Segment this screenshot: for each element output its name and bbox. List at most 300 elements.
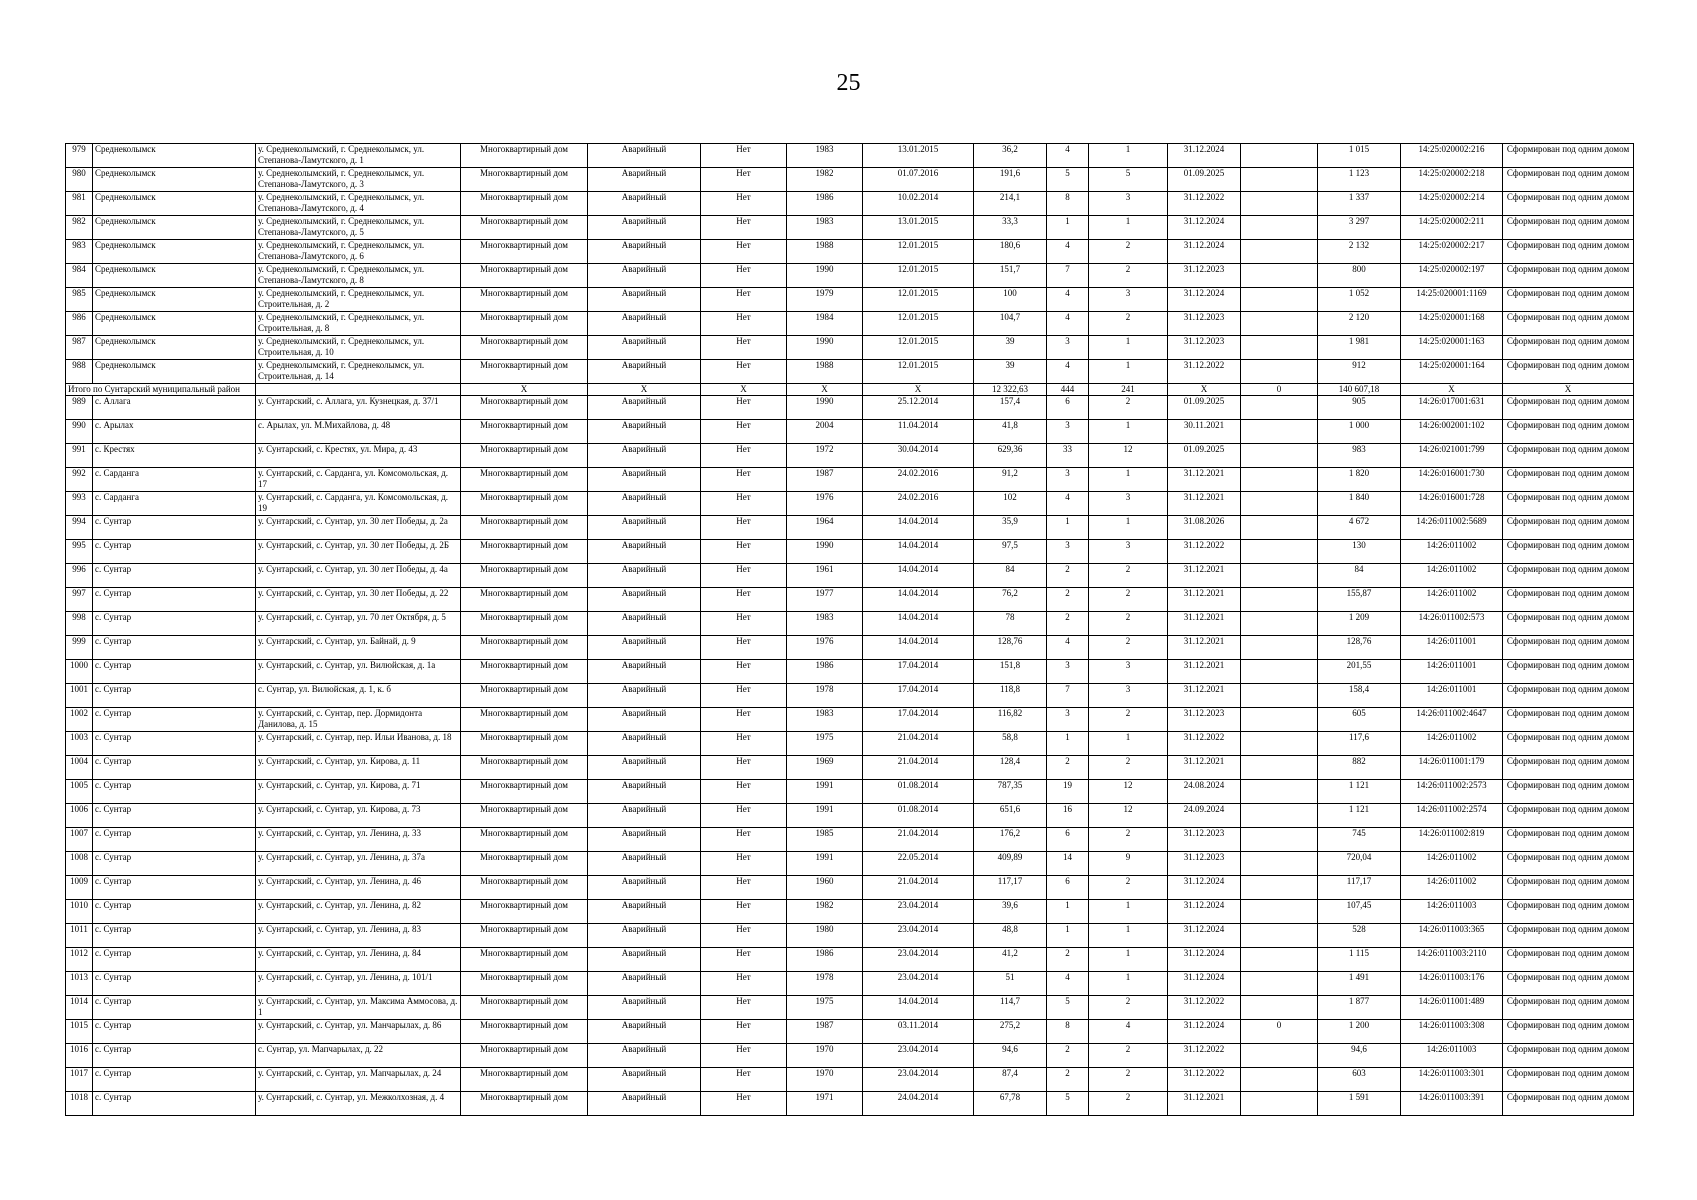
cell-apartments: 2 bbox=[1089, 312, 1168, 336]
cell-apartments: 2 bbox=[1089, 1092, 1168, 1116]
cell-residents: 1 bbox=[1047, 216, 1089, 240]
cell-status-flag: Нет bbox=[701, 972, 787, 996]
cell-extra-value bbox=[1241, 192, 1318, 216]
cell-residents: 2 bbox=[1047, 588, 1089, 612]
cell-residents: 3 bbox=[1047, 540, 1089, 564]
cell-recognition-date: 03.11.2014 bbox=[863, 1020, 974, 1044]
cell-row-number: 1004 bbox=[66, 756, 93, 780]
cell-building-type: Многоквартирный дом bbox=[461, 756, 588, 780]
cell-cadastral-number: 14:26:011003 bbox=[1401, 1044, 1503, 1068]
cell-address: у. Сунтарский, с. Сунтар, ул. Мапчарылах, д. 24 bbox=[256, 1068, 461, 1092]
cell-address: у. Сунтарский, с. Сунтар, ул. Кирова, д. 71 bbox=[256, 780, 461, 804]
cell-address: у. Среднеколымский, г. Среднеколымск, ул. Степанова-Ламутского, д. 5 bbox=[256, 216, 461, 240]
cell-cost: 800 bbox=[1318, 264, 1401, 288]
cell-recognition-date: 30.04.2014 bbox=[863, 444, 974, 468]
cell-apartments: 12 bbox=[1089, 804, 1168, 828]
cell-row-number: 995 bbox=[66, 540, 93, 564]
cell-settlement: с. Сунтар bbox=[93, 756, 256, 780]
cell-building-type: Многоквартирный дом bbox=[461, 708, 588, 732]
cell-year-built: 1985 bbox=[787, 828, 863, 852]
cell-status-flag: Нет bbox=[701, 168, 787, 192]
cell-year-built: 1961 bbox=[787, 564, 863, 588]
cell-land-plot-status: Сформирован под одним домом bbox=[1503, 948, 1634, 972]
cell-residents: 5 bbox=[1047, 996, 1089, 1020]
cell-row-number: 1015 bbox=[66, 1020, 93, 1044]
cell-extra-value bbox=[1241, 420, 1318, 444]
cell-settlement: с. Сунтар bbox=[93, 924, 256, 948]
cell-cost: 2 120 bbox=[1318, 312, 1401, 336]
cell-extra-value bbox=[1241, 684, 1318, 708]
cell-residents: 6 bbox=[1047, 828, 1089, 852]
cell-resettlement-deadline: 31.12.2024 bbox=[1168, 288, 1241, 312]
cell-apartments: 1 bbox=[1089, 516, 1168, 540]
table-row bbox=[66, 192, 1634, 216]
cell-residents: 3 bbox=[1047, 468, 1089, 492]
cell-address: у. Среднеколымский, г. Среднеколымск, ул. Степанова-Ламутского, д. 4 bbox=[256, 192, 461, 216]
cell-building-type: Многоквартирный дом bbox=[461, 516, 588, 540]
cell-recognition-date: 13.01.2015 bbox=[863, 216, 974, 240]
cell-residents: 2 bbox=[1047, 612, 1089, 636]
cell-land-plot-status: Сформирован под одним домом bbox=[1503, 780, 1634, 804]
cell-resettlement-deadline: 31.12.2024 bbox=[1168, 948, 1241, 972]
cell-apartments: 1 bbox=[1089, 924, 1168, 948]
cell-year-built: 1976 bbox=[787, 492, 863, 516]
cell-building-type: Многоквартирный дом bbox=[461, 216, 588, 240]
cell-status-flag: Нет bbox=[701, 900, 787, 924]
cell-extra-value bbox=[1241, 396, 1318, 420]
cell-cadastral-number: 14:26:011001:179 bbox=[1401, 756, 1503, 780]
cell-row-number: 993 bbox=[66, 492, 93, 516]
cell-cadastral-number: 14:25:020002:218 bbox=[1401, 168, 1503, 192]
cell-settlement: с. Крестях bbox=[93, 444, 256, 468]
cell-apartments: 2 bbox=[1089, 588, 1168, 612]
cell-residents: 3 bbox=[1047, 336, 1089, 360]
cell-land-plot-status: Сформирован под одним домом bbox=[1503, 444, 1634, 468]
cell-settlement: Среднеколымск bbox=[93, 192, 256, 216]
cell-cost: 130 bbox=[1318, 540, 1401, 564]
cell-building-type: Многоквартирный дом bbox=[461, 972, 588, 996]
cell-land-plot-status: Сформирован под одним домом bbox=[1503, 660, 1634, 684]
cell-recognition-date: 14.04.2014 bbox=[863, 540, 974, 564]
cell-extra-value bbox=[1241, 144, 1318, 168]
cell-settlement: с. Сунтар bbox=[93, 588, 256, 612]
cell-apartments: 1 bbox=[1089, 732, 1168, 756]
cell-year-built: 1982 bbox=[787, 900, 863, 924]
table-row bbox=[66, 972, 1634, 996]
cell-resettlement-deadline: 31.12.2022 bbox=[1168, 996, 1241, 1020]
cell-cost: 720,04 bbox=[1318, 852, 1401, 876]
cell-area: 51 bbox=[974, 972, 1047, 996]
cell-building-type: Многоквартирный дом bbox=[461, 288, 588, 312]
cell-year-built: 1971 bbox=[787, 1092, 863, 1116]
cell-recognition-date: 10.02.2014 bbox=[863, 192, 974, 216]
cell-recognition-date: 23.04.2014 bbox=[863, 924, 974, 948]
cell-cadastral-number: 14:26:011002 bbox=[1401, 732, 1503, 756]
cell-cadastral-number: 14:26:011003:365 bbox=[1401, 924, 1503, 948]
cell-status-flag: Нет bbox=[701, 540, 787, 564]
cell-area: 97,5 bbox=[974, 540, 1047, 564]
cell-settlement: с. Сарданга bbox=[93, 468, 256, 492]
cell-residents: 4 bbox=[1047, 288, 1089, 312]
cell-recognition-date: 12.01.2015 bbox=[863, 288, 974, 312]
cell-recognition-date: 23.04.2014 bbox=[863, 1068, 974, 1092]
cell-year-built: 1986 bbox=[787, 660, 863, 684]
table-row bbox=[66, 516, 1634, 540]
cell-apartments: 2 bbox=[1089, 612, 1168, 636]
cell-status-flag: Нет bbox=[701, 852, 787, 876]
cell-address: у. Среднеколымский, г. Среднеколымск, ул. Строительная, д. 2 bbox=[256, 288, 461, 312]
table-row bbox=[66, 588, 1634, 612]
cell-address: у. Среднеколымский, г. Среднеколымск, ул. Строительная, д. 8 bbox=[256, 312, 461, 336]
cell-resettlement-deadline: 31.12.2023 bbox=[1168, 312, 1241, 336]
cell-recognition-date: 22.05.2014 bbox=[863, 852, 974, 876]
cell-land-plot-status: Сформирован под одним домом bbox=[1503, 612, 1634, 636]
summary-cell: X bbox=[701, 384, 787, 396]
cell-building-type: Многоквартирный дом bbox=[461, 924, 588, 948]
table-row bbox=[66, 636, 1634, 660]
cell-condition: Аварийный bbox=[588, 240, 701, 264]
cell-extra-value bbox=[1241, 996, 1318, 1020]
cell-settlement: Среднеколымск bbox=[93, 264, 256, 288]
cell-extra-value bbox=[1241, 972, 1318, 996]
table-row bbox=[66, 900, 1634, 924]
cell-year-built: 1991 bbox=[787, 804, 863, 828]
cell-row-number: 1006 bbox=[66, 804, 93, 828]
cell-building-type: Многоквартирный дом bbox=[461, 264, 588, 288]
cell-apartments: 2 bbox=[1089, 708, 1168, 732]
cell-row-number: 985 bbox=[66, 288, 93, 312]
cell-condition: Аварийный bbox=[588, 948, 701, 972]
cell-cost: 107,45 bbox=[1318, 900, 1401, 924]
cell-cadastral-number: 14:26:011002 bbox=[1401, 564, 1503, 588]
cell-apartments: 3 bbox=[1089, 288, 1168, 312]
cell-area: 48,8 bbox=[974, 924, 1047, 948]
cell-area: 629,36 bbox=[974, 444, 1047, 468]
cell-recognition-date: 14.04.2014 bbox=[863, 996, 974, 1020]
summary-cell: X bbox=[863, 384, 974, 396]
summary-cell: 444 bbox=[1047, 384, 1089, 396]
cell-land-plot-status: Сформирован под одним домом bbox=[1503, 900, 1634, 924]
table-row bbox=[66, 804, 1634, 828]
cell-year-built: 1976 bbox=[787, 636, 863, 660]
cell-apartments: 2 bbox=[1089, 240, 1168, 264]
cell-status-flag: Нет bbox=[701, 660, 787, 684]
cell-settlement: Среднеколымск bbox=[93, 240, 256, 264]
cell-resettlement-deadline: 31.12.2021 bbox=[1168, 660, 1241, 684]
cell-address: у. Сунтарский, с. Сунтар, ул. Ленина, д. 82 bbox=[256, 900, 461, 924]
cell-building-type: Многоквартирный дом bbox=[461, 336, 588, 360]
cell-residents: 8 bbox=[1047, 192, 1089, 216]
cell-resettlement-deadline: 30.11.2021 bbox=[1168, 420, 1241, 444]
cell-land-plot-status: Сформирован под одним домом bbox=[1503, 684, 1634, 708]
cell-building-type: Многоквартирный дом bbox=[461, 852, 588, 876]
cell-resettlement-deadline: 31.12.2023 bbox=[1168, 336, 1241, 360]
cell-residents: 4 bbox=[1047, 492, 1089, 516]
cell-land-plot-status: Сформирован под одним домом bbox=[1503, 852, 1634, 876]
cell-address: у. Сунтарский, с. Сунтар, пер. Ильи Иванова, д. 18 bbox=[256, 732, 461, 756]
cell-row-number: 1012 bbox=[66, 948, 93, 972]
cell-year-built: 1975 bbox=[787, 996, 863, 1020]
cell-settlement: Среднеколымск bbox=[93, 336, 256, 360]
cell-extra-value bbox=[1241, 924, 1318, 948]
cell-resettlement-deadline: 31.12.2021 bbox=[1168, 588, 1241, 612]
cell-residents: 1 bbox=[1047, 516, 1089, 540]
cell-cost: 1 981 bbox=[1318, 336, 1401, 360]
cell-row-number: 1013 bbox=[66, 972, 93, 996]
cell-building-type: Многоквартирный дом bbox=[461, 492, 588, 516]
summary-label: Итого по Сунтарский муниципальный район bbox=[66, 384, 256, 396]
cell-extra-value bbox=[1241, 660, 1318, 684]
cell-status-flag: Нет bbox=[701, 396, 787, 420]
cell-recognition-date: 14.04.2014 bbox=[863, 636, 974, 660]
cell-land-plot-status: Сформирован под одним домом bbox=[1503, 756, 1634, 780]
cell-address: у. Сунтарский, с. Сунтар, ул. 30 лет Победы, д. 2а bbox=[256, 516, 461, 540]
cell-residents: 2 bbox=[1047, 948, 1089, 972]
cell-residents: 33 bbox=[1047, 444, 1089, 468]
cell-area: 100 bbox=[974, 288, 1047, 312]
cell-apartments: 12 bbox=[1089, 444, 1168, 468]
cell-land-plot-status: Сформирован под одним домом bbox=[1503, 588, 1634, 612]
cell-status-flag: Нет bbox=[701, 708, 787, 732]
cell-area: 214,1 bbox=[974, 192, 1047, 216]
cell-row-number: 1017 bbox=[66, 1068, 93, 1092]
cell-cost: 745 bbox=[1318, 828, 1401, 852]
cell-building-type: Многоквартирный дом bbox=[461, 396, 588, 420]
cell-resettlement-deadline: 31.12.2024 bbox=[1168, 924, 1241, 948]
cell-area: 651,6 bbox=[974, 804, 1047, 828]
table-row bbox=[66, 1044, 1634, 1068]
table-row bbox=[66, 564, 1634, 588]
cell-land-plot-status: Сформирован под одним домом bbox=[1503, 1044, 1634, 1068]
cell-cost: 603 bbox=[1318, 1068, 1401, 1092]
cell-cadastral-number: 14:25:020001:163 bbox=[1401, 336, 1503, 360]
cell-resettlement-deadline: 31.12.2022 bbox=[1168, 192, 1241, 216]
cell-area: 36,2 bbox=[974, 144, 1047, 168]
cell-extra-value bbox=[1241, 756, 1318, 780]
cell-condition: Аварийный bbox=[588, 612, 701, 636]
cell-building-type: Многоквартирный дом bbox=[461, 900, 588, 924]
cell-cost: 4 672 bbox=[1318, 516, 1401, 540]
cell-condition: Аварийный bbox=[588, 516, 701, 540]
cell-year-built: 1990 bbox=[787, 264, 863, 288]
cell-residents: 3 bbox=[1047, 420, 1089, 444]
cell-cadastral-number: 14:26:016001:730 bbox=[1401, 468, 1503, 492]
cell-year-built: 2004 bbox=[787, 420, 863, 444]
table-row bbox=[66, 684, 1634, 708]
cell-condition: Аварийный bbox=[588, 996, 701, 1020]
cell-condition: Аварийный bbox=[588, 1044, 701, 1068]
cell-settlement: с. Сунтар bbox=[93, 540, 256, 564]
cell-cadastral-number: 14:26:011002:4647 bbox=[1401, 708, 1503, 732]
cell-status-flag: Нет bbox=[701, 1044, 787, 1068]
cell-extra-value bbox=[1241, 948, 1318, 972]
cell-residents: 5 bbox=[1047, 1092, 1089, 1116]
table-row bbox=[66, 996, 1634, 1020]
cell-year-built: 1969 bbox=[787, 756, 863, 780]
cell-year-built: 1983 bbox=[787, 216, 863, 240]
cell-row-number: 1014 bbox=[66, 996, 93, 1020]
cell-residents: 4 bbox=[1047, 312, 1089, 336]
cell-condition: Аварийный bbox=[588, 684, 701, 708]
cell-apartments: 3 bbox=[1089, 192, 1168, 216]
cell-condition: Аварийный bbox=[588, 468, 701, 492]
cell-apartments: 2 bbox=[1089, 396, 1168, 420]
cell-row-number: 1005 bbox=[66, 780, 93, 804]
cell-resettlement-deadline: 01.09.2025 bbox=[1168, 396, 1241, 420]
cell-area: 76,2 bbox=[974, 588, 1047, 612]
cell-extra-value bbox=[1241, 168, 1318, 192]
cell-cost: 1 015 bbox=[1318, 144, 1401, 168]
cell-cost: 201,55 bbox=[1318, 660, 1401, 684]
cell-residents: 7 bbox=[1047, 264, 1089, 288]
cell-area: 275,2 bbox=[974, 1020, 1047, 1044]
cell-year-built: 1978 bbox=[787, 684, 863, 708]
cell-status-flag: Нет bbox=[701, 1020, 787, 1044]
cell-resettlement-deadline: 31.12.2024 bbox=[1168, 876, 1241, 900]
cell-residents: 3 bbox=[1047, 708, 1089, 732]
cell-building-type: Многоквартирный дом bbox=[461, 996, 588, 1020]
table-row bbox=[66, 1068, 1634, 1092]
cell-address: у. Сунтарский, с. Сунтар, ул. 70 лет Октября, д. 5 bbox=[256, 612, 461, 636]
table-row bbox=[66, 360, 1634, 384]
cell-building-type: Многоквартирный дом bbox=[461, 1044, 588, 1068]
cell-residents: 1 bbox=[1047, 900, 1089, 924]
cell-condition: Аварийный bbox=[588, 144, 701, 168]
page-number: 25 bbox=[836, 70, 861, 96]
cell-recognition-date: 21.04.2014 bbox=[863, 828, 974, 852]
cell-building-type: Многоквартирный дом bbox=[461, 780, 588, 804]
cell-resettlement-deadline: 31.12.2024 bbox=[1168, 972, 1241, 996]
cell-area: 39,6 bbox=[974, 900, 1047, 924]
cell-settlement: с. Сунтар bbox=[93, 684, 256, 708]
cell-address: у. Сунтарский, с. Сунтар, ул. 30 лет Победы, д. 22 bbox=[256, 588, 461, 612]
cell-settlement: с. Сунтар bbox=[93, 1068, 256, 1092]
cell-resettlement-deadline: 24.09.2024 bbox=[1168, 804, 1241, 828]
cell-cadastral-number: 14:26:011003 bbox=[1401, 900, 1503, 924]
table-row bbox=[66, 828, 1634, 852]
table-row bbox=[66, 540, 1634, 564]
cell-row-number: 1003 bbox=[66, 732, 93, 756]
cell-settlement: с. Сунтар bbox=[93, 612, 256, 636]
cell-recognition-date: 12.01.2015 bbox=[863, 240, 974, 264]
cell-area: 157,4 bbox=[974, 396, 1047, 420]
cell-area: 39 bbox=[974, 336, 1047, 360]
cell-status-flag: Нет bbox=[701, 612, 787, 636]
summary-cell: X bbox=[787, 384, 863, 396]
cell-year-built: 1986 bbox=[787, 948, 863, 972]
cell-cost: 94,6 bbox=[1318, 1044, 1401, 1068]
cell-area: 94,6 bbox=[974, 1044, 1047, 1068]
cell-row-number: 999 bbox=[66, 636, 93, 660]
cell-cadastral-number: 14:26:011003:176 bbox=[1401, 972, 1503, 996]
cell-residents: 16 bbox=[1047, 804, 1089, 828]
cell-condition: Аварийный bbox=[588, 336, 701, 360]
cell-row-number: 1009 bbox=[66, 876, 93, 900]
cell-year-built: 1990 bbox=[787, 396, 863, 420]
cell-cadastral-number: 14:26:011002:2573 bbox=[1401, 780, 1503, 804]
cell-recognition-date: 12.01.2015 bbox=[863, 312, 974, 336]
cell-address: у. Среднеколымский, г. Среднеколымск, ул. Строительная, д. 10 bbox=[256, 336, 461, 360]
cell-apartments: 2 bbox=[1089, 636, 1168, 660]
cell-building-type: Многоквартирный дом bbox=[461, 636, 588, 660]
table-row bbox=[66, 612, 1634, 636]
cell-year-built: 1979 bbox=[787, 288, 863, 312]
cell-cost: 158,4 bbox=[1318, 684, 1401, 708]
cell-building-type: Многоквартирный дом bbox=[461, 660, 588, 684]
cell-row-number: 1008 bbox=[66, 852, 93, 876]
cell-settlement: Среднеколымск bbox=[93, 144, 256, 168]
cell-settlement: с. Сунтар bbox=[93, 876, 256, 900]
cell-status-flag: Нет bbox=[701, 996, 787, 1020]
cell-building-type: Многоквартирный дом bbox=[461, 192, 588, 216]
cell-apartments: 5 bbox=[1089, 168, 1168, 192]
cell-row-number: 1001 bbox=[66, 684, 93, 708]
cell-row-number: 1011 bbox=[66, 924, 93, 948]
cell-recognition-date: 21.04.2014 bbox=[863, 756, 974, 780]
cell-condition: Аварийный bbox=[588, 900, 701, 924]
cell-cadastral-number: 14:26:011002:573 bbox=[1401, 612, 1503, 636]
cell-status-flag: Нет bbox=[701, 564, 787, 588]
cell-area: 116,82 bbox=[974, 708, 1047, 732]
cell-land-plot-status: Сформирован под одним домом bbox=[1503, 972, 1634, 996]
cell-recognition-date: 01.08.2014 bbox=[863, 780, 974, 804]
cell-recognition-date: 23.04.2014 bbox=[863, 972, 974, 996]
cell-cadastral-number: 14:26:011002 bbox=[1401, 876, 1503, 900]
cell-extra-value bbox=[1241, 360, 1318, 384]
cell-recognition-date: 24.02.2016 bbox=[863, 468, 974, 492]
table-row bbox=[66, 312, 1634, 336]
cell-building-type: Многоквартирный дом bbox=[461, 312, 588, 336]
cell-land-plot-status: Сформирован под одним домом bbox=[1503, 732, 1634, 756]
cell-address: у. Сунтарский, с. Сунтар, пер. Дормидонта Данилова, д. 15 bbox=[256, 708, 461, 732]
cell-resettlement-deadline: 31.12.2021 bbox=[1168, 492, 1241, 516]
table-row bbox=[66, 780, 1634, 804]
cell-extra-value bbox=[1241, 636, 1318, 660]
cell-settlement: с. Сунтар bbox=[93, 780, 256, 804]
cell-status-flag: Нет bbox=[701, 1092, 787, 1116]
cell-resettlement-deadline: 31.12.2023 bbox=[1168, 708, 1241, 732]
cell-area: 33,3 bbox=[974, 216, 1047, 240]
cell-row-number: 996 bbox=[66, 564, 93, 588]
summary-cell: X bbox=[1503, 384, 1634, 396]
cell-condition: Аварийный bbox=[588, 1092, 701, 1116]
cell-status-flag: Нет bbox=[701, 756, 787, 780]
cell-residents: 6 bbox=[1047, 396, 1089, 420]
table-row bbox=[66, 468, 1634, 492]
cell-settlement: с. Сунтар bbox=[93, 636, 256, 660]
cell-building-type: Многоквартирный дом bbox=[461, 564, 588, 588]
cell-recognition-date: 11.04.2014 bbox=[863, 420, 974, 444]
cell-row-number: 997 bbox=[66, 588, 93, 612]
cell-recognition-date: 17.04.2014 bbox=[863, 660, 974, 684]
cell-residents: 14 bbox=[1047, 852, 1089, 876]
cell-settlement: Среднеколымск bbox=[93, 288, 256, 312]
cell-extra-value bbox=[1241, 708, 1318, 732]
cell-land-plot-status: Сформирован под одним домом bbox=[1503, 396, 1634, 420]
cell-building-type: Многоквартирный дом bbox=[461, 468, 588, 492]
cell-cadastral-number: 14:25:020002:217 bbox=[1401, 240, 1503, 264]
cell-year-built: 1970 bbox=[787, 1068, 863, 1092]
cell-year-built: 1964 bbox=[787, 516, 863, 540]
cell-address: у. Среднеколымский, г. Среднеколымск, ул. Степанова-Ламутского, д. 1 bbox=[256, 144, 461, 168]
cell-cadastral-number: 14:25:020001:168 bbox=[1401, 312, 1503, 336]
cell-address: у. Сунтарский, с. Сунтар, ул. Ленина, д. 46 bbox=[256, 876, 461, 900]
cell-extra-value bbox=[1241, 288, 1318, 312]
cell-land-plot-status: Сформирован под одним домом bbox=[1503, 312, 1634, 336]
cell-cadastral-number: 14:25:020002:211 bbox=[1401, 216, 1503, 240]
table-row bbox=[66, 168, 1634, 192]
cell-apartments: 1 bbox=[1089, 360, 1168, 384]
